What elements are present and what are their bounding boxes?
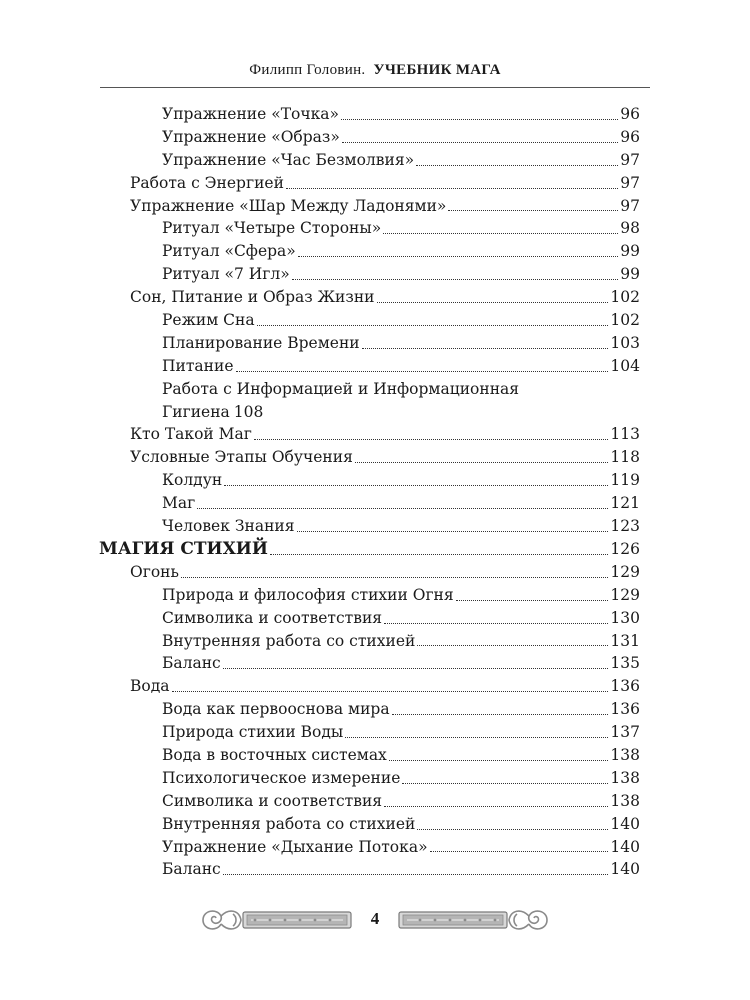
dot-leader xyxy=(362,348,609,349)
table-of-contents xyxy=(99,103,640,881)
toc-entry[interactable] xyxy=(162,652,640,675)
toc-entry[interactable] xyxy=(130,286,640,309)
toc-entry-page: 138 xyxy=(610,768,640,787)
toc-entry-title: Упражнение «Точка» xyxy=(162,105,340,123)
toc-entry[interactable] xyxy=(162,858,640,881)
toc-entry-page: 97 xyxy=(620,150,640,169)
toc-entry-page: 119 xyxy=(610,471,640,490)
toc-entry[interactable] xyxy=(130,423,640,446)
dot-leader xyxy=(416,165,618,166)
toc-entry-page: 130 xyxy=(610,608,640,627)
toc-entry[interactable] xyxy=(162,721,640,744)
dot-leader xyxy=(172,691,609,692)
page-number: 4 xyxy=(370,909,380,928)
toc-entry-title: Упражнение «Дыхание Потока» xyxy=(162,837,428,856)
toc-entry-page: 97 xyxy=(620,173,640,192)
toc-entry-title: Природа стихии Воды xyxy=(162,723,344,742)
dot-leader xyxy=(292,279,619,280)
toc-entry-title: МАГИЯ СТИХИЙ xyxy=(99,538,268,559)
toc-entry-page: 97 xyxy=(620,196,640,215)
dot-leader xyxy=(224,485,608,486)
dot-leader xyxy=(236,371,609,372)
toc-entry-title: Режим Сна xyxy=(162,311,255,330)
dot-leader xyxy=(257,325,609,326)
toc-entry-title: Кто Такой Маг xyxy=(130,425,252,444)
toc-entry-title-continued: Гигиена xyxy=(162,402,230,421)
toc-entry-title: Психологическое измерение xyxy=(162,768,401,787)
toc-entry-title: Огонь xyxy=(130,562,179,581)
toc-entry-title: Работа с Информацией и Информационная xyxy=(162,379,520,398)
toc-entry[interactable] xyxy=(162,492,640,515)
toc-entry-title: Упражнение «Час Безмолвия» xyxy=(162,150,415,169)
toc-entry-page: 102 xyxy=(610,288,640,307)
dot-leader xyxy=(345,737,608,738)
dot-leader xyxy=(402,783,608,784)
dot-leader xyxy=(392,714,609,715)
toc-entry-title: Ритуал «7 Игл» xyxy=(162,265,290,284)
toc-entry-page: 113 xyxy=(610,425,640,444)
toc-entry[interactable] xyxy=(162,744,640,767)
toc-entry[interactable] xyxy=(162,767,640,790)
dot-leader xyxy=(197,508,608,509)
dot-leader xyxy=(254,439,608,440)
toc-entry[interactable] xyxy=(162,607,640,630)
header-author: Филипп Головин. xyxy=(249,62,366,78)
toc-entry-title: Символика и соответствия xyxy=(162,791,383,810)
dot-leader xyxy=(270,554,608,555)
header-divider xyxy=(100,87,650,88)
toc-entry[interactable] xyxy=(162,355,640,378)
toc-entry-page: 99 xyxy=(620,265,640,284)
toc-entry-title: Упражнение «Шар Между Ладонями» xyxy=(130,196,447,215)
toc-entry[interactable] xyxy=(162,332,640,355)
toc-entry-page: 136 xyxy=(610,700,640,719)
toc-entry[interactable] xyxy=(162,836,640,859)
dot-leader xyxy=(384,623,608,624)
toc-entry-page: 138 xyxy=(610,745,640,764)
toc-entry-title: Упражнение «Образ» xyxy=(162,127,340,146)
toc-entry-title: Колдун xyxy=(162,471,223,490)
toc-entry[interactable] xyxy=(162,309,640,332)
toc-entry-title: Природа и философия стихии Огня xyxy=(162,585,454,604)
toc-entry-page: 140 xyxy=(610,814,640,833)
toc-entry-page: 99 xyxy=(620,242,640,261)
dot-leader xyxy=(417,829,608,830)
toc-entry-page: 103 xyxy=(610,333,640,352)
toc-entry-title: Ритуал «Четыре Стороны» xyxy=(162,219,382,238)
toc-entry-title: Баланс xyxy=(162,654,221,673)
toc-entry[interactable] xyxy=(162,630,640,653)
toc-entry-page: 140 xyxy=(610,837,640,856)
toc-entry-title: Маг xyxy=(162,494,196,513)
toc-entry-title: Человек Знания xyxy=(162,517,295,536)
dot-leader xyxy=(384,806,608,807)
toc-entry-page: 135 xyxy=(610,654,640,673)
toc-entry[interactable] xyxy=(130,195,640,218)
dot-leader xyxy=(430,851,609,852)
dot-leader xyxy=(389,760,609,761)
toc-entry[interactable] xyxy=(130,675,640,698)
toc-entry[interactable] xyxy=(130,446,640,469)
toc-entry-title: Планирование Времени xyxy=(162,333,360,352)
toc-entry[interactable] xyxy=(162,813,640,836)
toc-entry-title: Питание xyxy=(162,356,234,375)
toc-entry[interactable] xyxy=(162,584,640,607)
toc-entry-page: 123 xyxy=(610,517,640,536)
dot-leader xyxy=(286,188,618,189)
toc-entry-title: Ритуал «Сфера» xyxy=(162,242,296,261)
toc-entry-page: 138 xyxy=(610,791,640,810)
toc-entry[interactable] xyxy=(162,263,640,286)
toc-entry-title: Символика и соответствия xyxy=(162,608,383,627)
dot-leader xyxy=(448,210,618,211)
toc-entry-title: Вода в восточных системах xyxy=(162,745,387,764)
toc-entry-page: 140 xyxy=(610,860,640,879)
toc-entry[interactable] xyxy=(162,378,640,424)
toc-entry[interactable] xyxy=(162,240,640,263)
header-book-title: УЧЕБНИК МАГА xyxy=(373,62,501,78)
toc-entry-title: Внутренняя работа со стихией xyxy=(162,814,416,833)
dot-leader xyxy=(223,668,609,669)
toc-entry-title: Внутренняя работа со стихией xyxy=(162,631,416,650)
toc-entry-page: 129 xyxy=(610,585,640,604)
toc-entry-page: 102 xyxy=(610,311,640,330)
toc-entry-page: 121 xyxy=(610,494,640,513)
toc-entry-page: 137 xyxy=(610,723,640,742)
toc-entry[interactable] xyxy=(99,538,640,561)
toc-entry[interactable] xyxy=(162,149,640,172)
toc-entry-page: 118 xyxy=(610,448,640,467)
toc-entry-page: 108 xyxy=(233,402,264,421)
toc-entry-page: 96 xyxy=(620,127,640,146)
page-footer xyxy=(195,900,555,940)
toc-entry[interactable] xyxy=(162,790,640,813)
toc-entry[interactable] xyxy=(162,698,640,721)
dot-leader xyxy=(383,233,618,234)
toc-entry[interactable] xyxy=(162,515,640,538)
dot-leader xyxy=(341,119,618,120)
toc-entry-title: Работа с Энергией xyxy=(130,173,284,192)
toc-entry-page: 129 xyxy=(610,562,640,581)
toc-entry-title: Сон, Питание и Образ Жизни xyxy=(130,288,375,307)
toc-entry-page: 96 xyxy=(620,105,640,123)
dot-leader xyxy=(417,645,608,646)
dot-leader xyxy=(342,142,618,143)
toc-entry[interactable] xyxy=(162,217,640,240)
dot-leader xyxy=(298,256,619,257)
toc-entry-title: Условные Этапы Обучения xyxy=(130,448,353,467)
dot-leader xyxy=(297,531,609,532)
dot-leader xyxy=(223,874,609,875)
toc-entry-page: 136 xyxy=(610,677,640,696)
toc-entry-title: Вода как первооснова мира xyxy=(162,700,390,719)
toc-entry-page: 126 xyxy=(610,539,640,558)
toc-entry[interactable] xyxy=(130,561,640,584)
toc-entry[interactable] xyxy=(162,126,640,149)
toc-entry[interactable] xyxy=(130,172,640,195)
dot-leader xyxy=(355,462,609,463)
toc-entry-page: 104 xyxy=(610,356,640,375)
running-header xyxy=(100,60,650,80)
dot-leader xyxy=(377,302,609,303)
toc-entry-page: 131 xyxy=(610,631,640,650)
toc-entry[interactable] xyxy=(162,103,640,126)
toc-entry-title: Вода xyxy=(130,677,170,696)
dot-leader xyxy=(181,577,608,578)
toc-entry-page: 98 xyxy=(620,219,640,238)
dot-leader xyxy=(456,600,609,601)
toc-entry[interactable] xyxy=(162,469,640,492)
right-ornament-icon xyxy=(395,900,555,940)
toc-entry-title: Баланс xyxy=(162,860,221,879)
